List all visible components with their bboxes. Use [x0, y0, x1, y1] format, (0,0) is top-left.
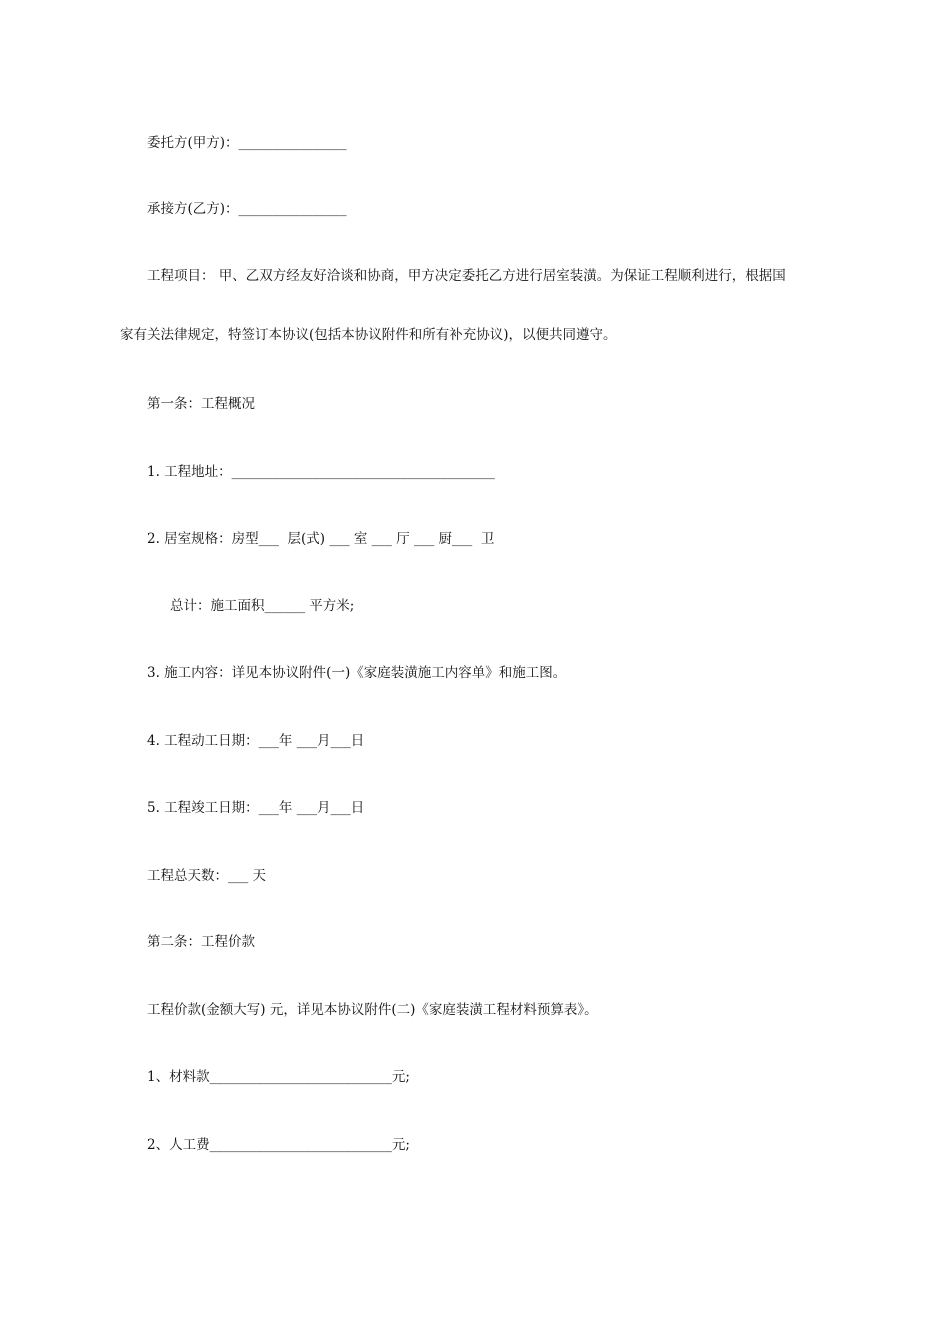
- total-days-line: 工程总天数：___ 天: [147, 868, 267, 884]
- project-price-line: 工程价款(金额大写) 元，详见本协议附件(二)《家庭装潢工程材料预算表》。: [147, 1002, 598, 1018]
- total-area-line: 总计：施工面积______ 平方米;: [170, 598, 355, 614]
- contractor-party-line: 承接方(乙方)：________________: [147, 201, 347, 217]
- labor-cost-line: 2、人工费___________________________元;: [147, 1137, 410, 1153]
- article-two-heading: 第二条：工程价款: [147, 934, 255, 950]
- project-intro-line-1: 工程项目： 甲、乙双方经友好洽谈和协商，甲方决定委托乙方进行居室装潢。为保证工程顺利进行，根据国: [147, 268, 786, 284]
- client-party-line: 委托方(甲方)：________________: [147, 135, 347, 151]
- article-one-heading: 第一条：工程概况: [147, 396, 255, 412]
- room-spec-line: 2. 居室规格：房型___ 层(式) ___ 室 ___ 厅 ___ 厨___ 卫: [147, 531, 495, 547]
- project-address-line: 1. 工程地址：_______________________________________: [147, 464, 495, 480]
- material-cost-line: 1、材料款___________________________元;: [147, 1069, 410, 1085]
- completion-date-line: 5. 工程竣工日期：___年 ___月___日: [147, 800, 365, 816]
- project-intro-line-2: 家有关法律规定，特签订本协议(包括本协议附件和所有补充协议)，以便共同遵守。: [120, 327, 617, 343]
- construction-content-line: 3. 施工内容：详见本协议附件(一)《家庭装潢施工内容单》和施工图。: [147, 665, 567, 681]
- start-date-line: 4. 工程动工日期：___年 ___月___日: [147, 733, 365, 749]
